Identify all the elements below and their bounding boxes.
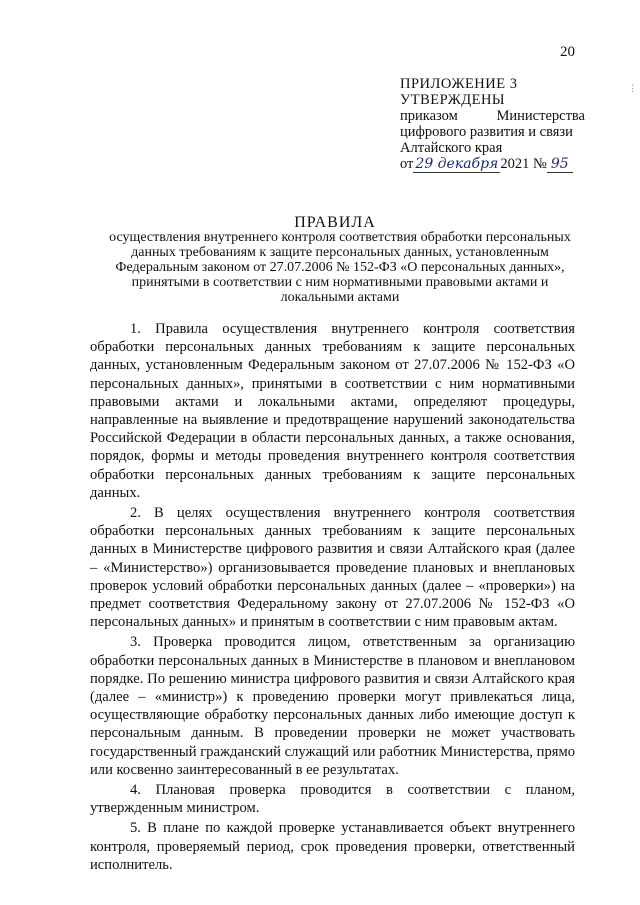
order-word: приказом xyxy=(400,108,458,124)
handwritten-date: 29 декабря xyxy=(415,156,499,172)
document-body xyxy=(90,320,575,874)
date-year: 2021 № xyxy=(500,156,547,172)
order-line xyxy=(400,108,585,124)
region-line: Алтайского края xyxy=(400,140,503,156)
ministry-word: Министерства xyxy=(496,108,585,124)
ministry-line: цифрового развития и связи xyxy=(400,124,573,140)
paragraph-3: 3. Проверка проводится лицом, ответственным за организацию обработки персональных данных в Министерстве в плановом и внеплановом порядке. По решению министра цифрового развития и связи Алтайского края (далее – «министр») к проведению проверки могут привлекаться лица, осуществляющие обработку персональных данных либо имеющие доступ к персональным данным. В проведении проверки не может участвовать государственный гражданский служащий или работник Министерства, прямо или косвенно заинтересованный в ее результатах. xyxy=(90,634,575,778)
page-number: 20 xyxy=(560,44,575,60)
document-subtitle: осуществления внутреннего контроля соответствия обработки персональных данных требованиям к защите персональных данных, установленным Федеральным законом от 27.07.2006 № 152-ФЗ «О персональных данных», принятыми в соответствии с ним нормативными правовыми актами и локальными актами xyxy=(109,230,571,305)
paragraph-2: 2. В целях осуществления внутреннего контроля соответствия обработки персональных данных требованиям к защите персональных данных в Министерстве цифрового развития и связи Алтайского края (далее – «Министерство») организовывается проведение плановых и внеплановых проверок условий обработки персональных данных (далее – «проверки») на предмет соответствия Федеральному закону от 27.07.2006 № 152-ФЗ «О персональных данных» и принятым в соответствии с ним правовым актам. xyxy=(90,505,575,631)
paragraph-5: 5. В плане по каждой проверке устанавливается объект внутреннего контроля, проверяемый период, срок проведения проверки, ответственный исполнитель. xyxy=(90,820,575,873)
paragraph-4: 4. Плановая проверка проводится в соответствии с планом, утвержденным министром. xyxy=(90,782,575,817)
attachment-label: ПРИЛОЖЕНИЕ 3 xyxy=(400,76,518,92)
approved-label: УТВЕРЖДЕНЫ xyxy=(400,92,506,108)
handwritten-order-number: 95 xyxy=(547,156,573,173)
attachment-block xyxy=(400,76,585,173)
edge-mark: ... xyxy=(630,84,640,94)
paragraph-1: 1. Правила осуществления внутреннего контроля соответствия обработки персональных данных требованиям к защите персональных данных, установленным Федеральным законом от 27.07.2006 № 152-ФЗ «О персональных данных», принятыми в соответствии с ним нормативными правовыми актами и локальными актами, определяют процедуры, направленные на выявление и предотвращение нарушений законодательства Российской Федерации в области персональных данных, а также основания, порядок, формы и методы проведения внутреннего контроля соответствия обработки персональных данных требованиям к защите персональных данных. xyxy=(90,321,575,501)
date-prefix: от xyxy=(400,156,414,172)
date-line xyxy=(400,156,585,173)
approval-details xyxy=(400,108,585,173)
document-title: ПРАВИЛА xyxy=(294,214,376,231)
